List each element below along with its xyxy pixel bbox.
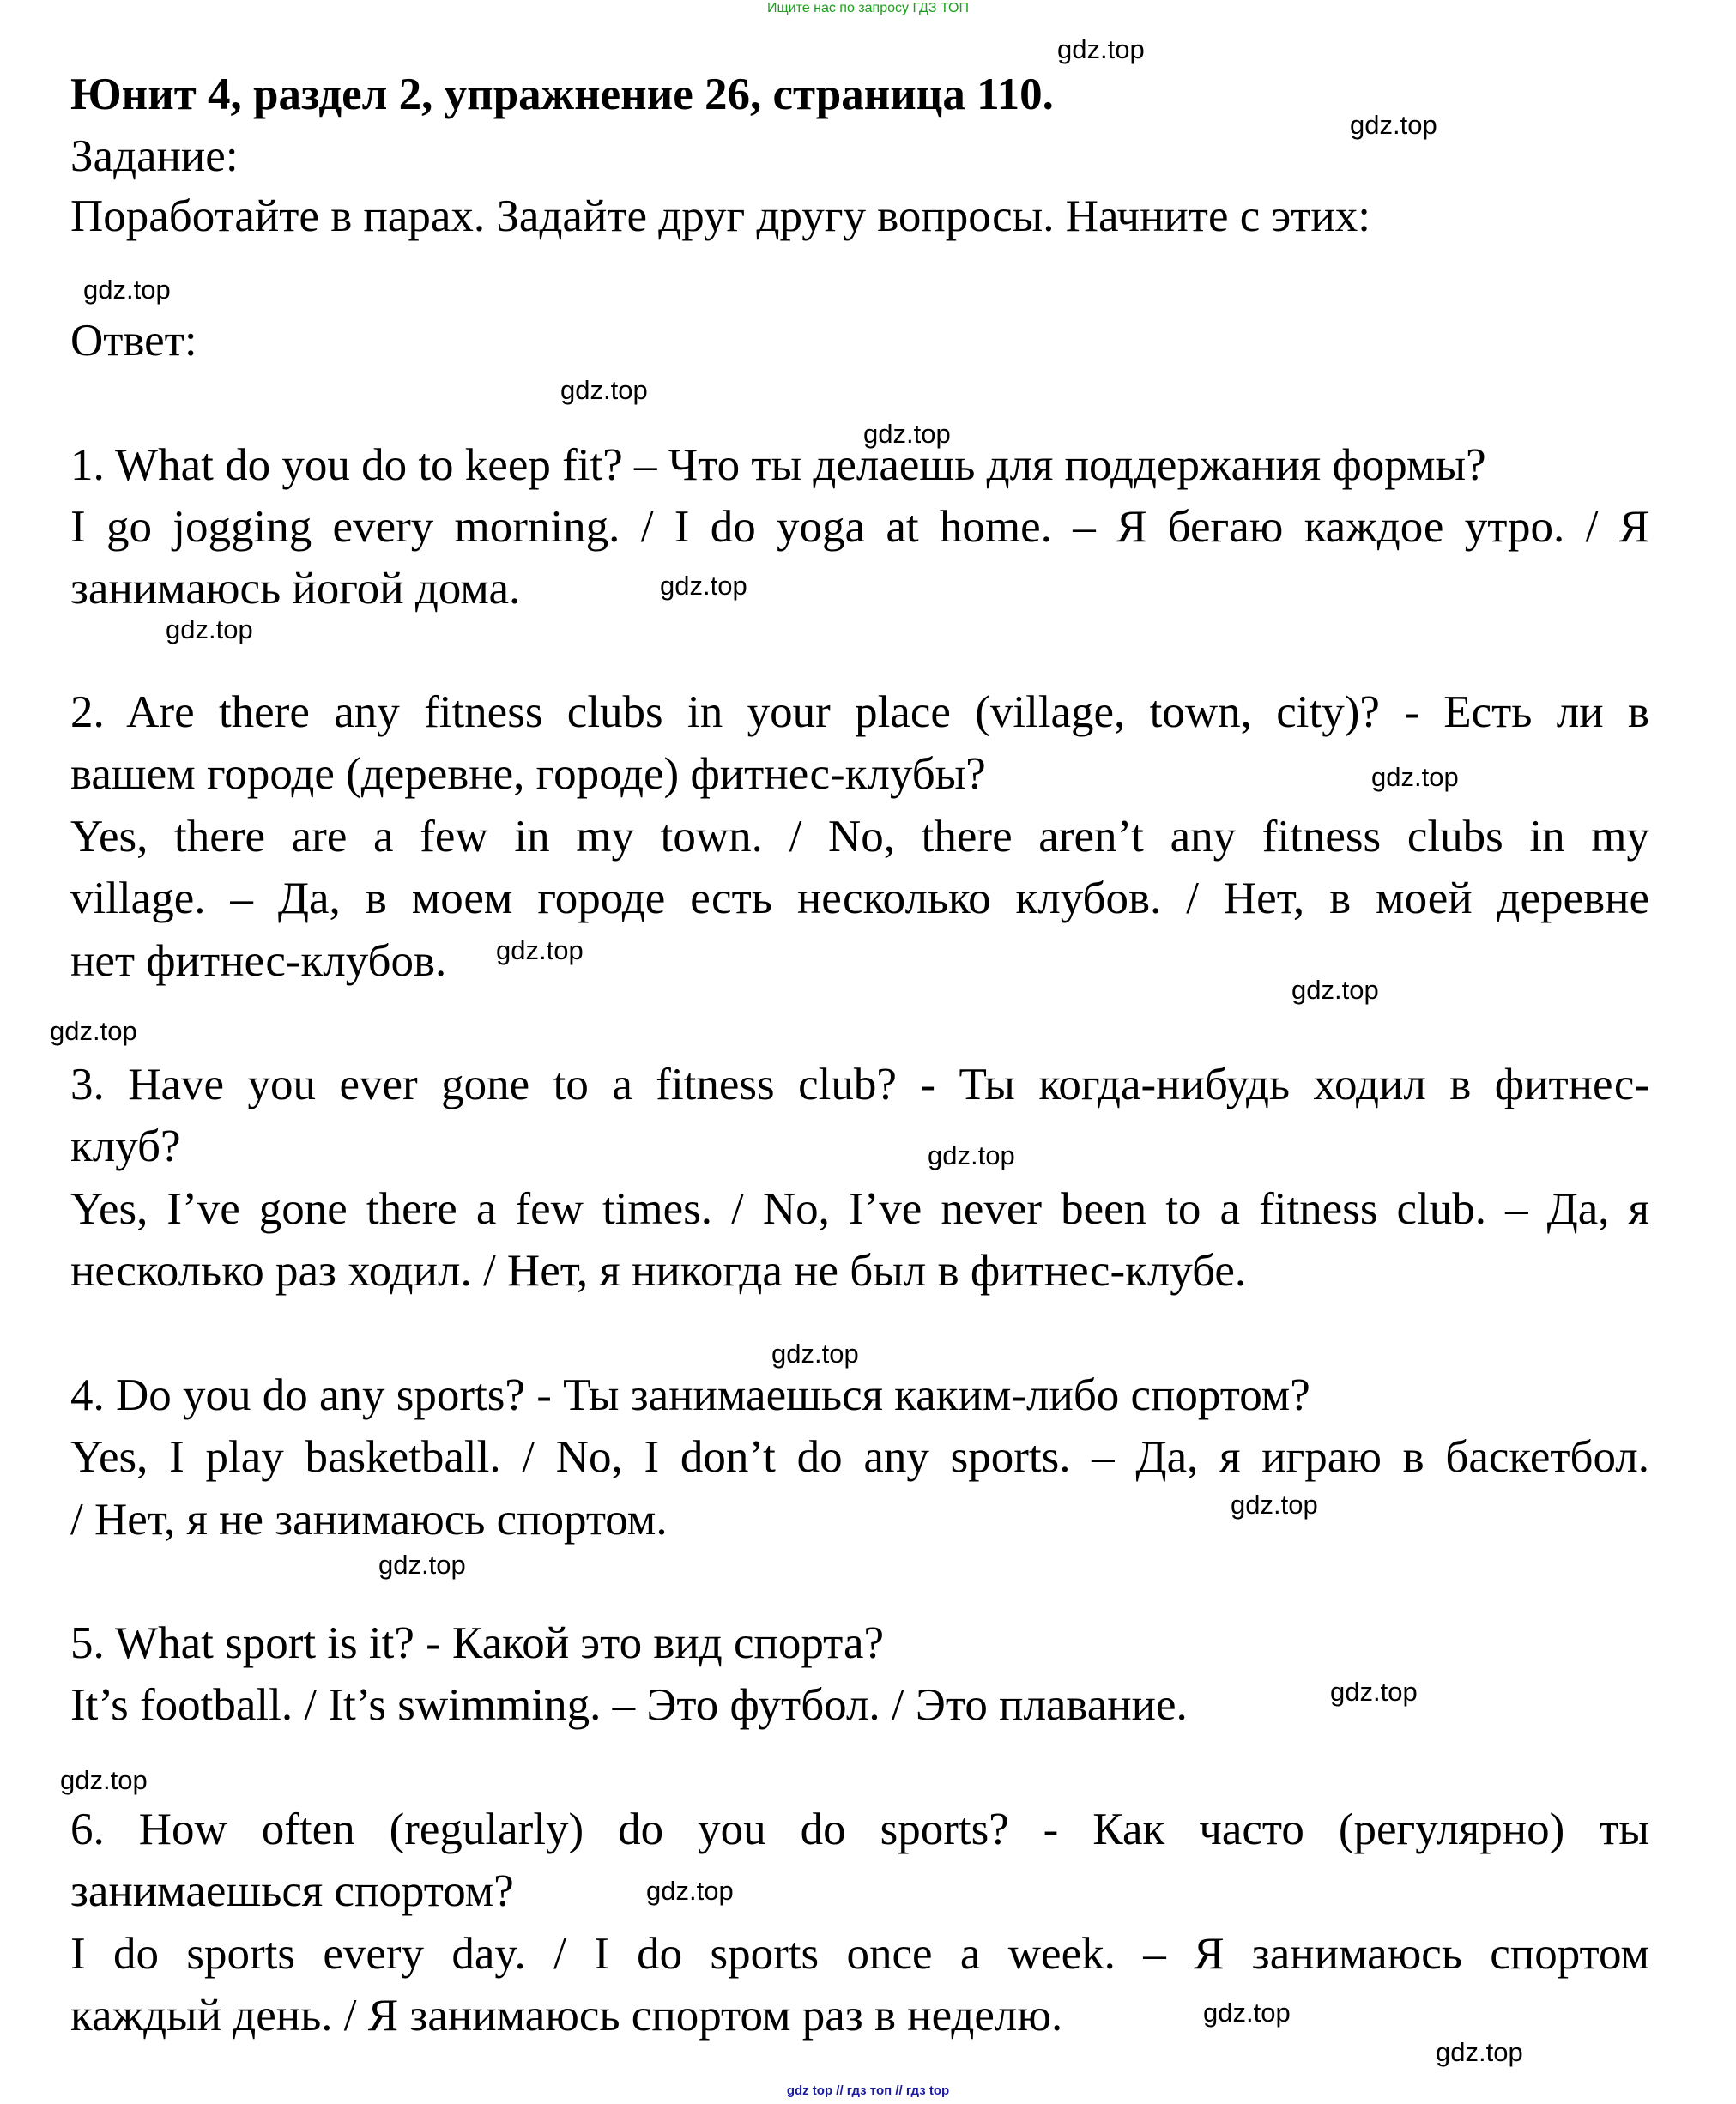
answer-line: занимаюсь йогой дома. bbox=[70, 564, 521, 614]
answer-line: village. – Да, в моем городе есть несколько клубов. / Нет, в моей деревне bbox=[70, 874, 1649, 923]
answer-label: Ответ: bbox=[70, 316, 197, 366]
watermark: gdz.top bbox=[1203, 1998, 1291, 2028]
task-label: Задание: bbox=[70, 131, 239, 181]
page-heading: Юнит 4, раздел 2, упражнение 26, страница 110. bbox=[70, 70, 1054, 119]
watermark: gdz.top bbox=[660, 571, 747, 601]
watermark: gdz.top bbox=[1291, 975, 1379, 1005]
answer-line: каждый день. / Я занимаюсь спортом раз в неделю. bbox=[70, 1991, 1063, 2041]
watermark: gdz.top bbox=[646, 1876, 734, 1906]
answer-line: клуб? bbox=[70, 1122, 181, 1171]
task-text: Поработайте в парах. Задайте друг другу вопросы. Начните с этих: bbox=[70, 191, 1371, 241]
answer-line: / Нет, я не занимаюсь спортом. bbox=[70, 1495, 668, 1545]
answer-line: 4. Do you do any sports? - Ты занимаешься каким-либо спортом? bbox=[70, 1370, 1310, 1420]
answer-line: 3. Have you ever gone to a fitness club? - Ты когда-нибудь ходил в фитнес- bbox=[70, 1060, 1649, 1109]
answer-line: 5. What sport is it? - Какой это вид спорта? bbox=[70, 1618, 884, 1668]
watermark: gdz.top bbox=[863, 419, 951, 449]
top-banner: Ищите нас по запросу ГДЗ ТОП bbox=[767, 1, 969, 15]
watermark: gdz.top bbox=[1231, 1490, 1318, 1520]
watermark: gdz.top bbox=[1057, 34, 1145, 64]
watermark: gdz.top bbox=[378, 1550, 466, 1580]
watermark: gdz.top bbox=[1436, 2037, 1523, 2067]
answer-line: несколько раз ходил. / Нет, я никогда не был в фитнес-клубе. bbox=[70, 1246, 1247, 1296]
answer-line: Yes, there are a few in my town. / No, there aren’t any fitness clubs in my bbox=[70, 812, 1649, 862]
watermark: gdz.top bbox=[560, 375, 648, 405]
watermark: gdz.top bbox=[166, 614, 253, 644]
answer-line: 1. What do you do to keep fit? – Что ты делаешь для поддержания формы? bbox=[70, 440, 1486, 490]
watermark: gdz.top bbox=[771, 1339, 859, 1369]
watermark: gdz.top bbox=[1371, 762, 1459, 792]
answer-line: I do sports every day. / I do sports once a week. – Я занимаюсь спортом bbox=[70, 1929, 1649, 1979]
answer-line: занимаешься спортом? bbox=[70, 1866, 514, 1916]
watermark: gdz.top bbox=[50, 1016, 137, 1046]
watermark: gdz.top bbox=[496, 935, 584, 965]
answer-line: I go jogging every morning. / I do yoga at home. – Я бегаю каждое утро. / Я bbox=[70, 502, 1649, 552]
answer-line: вашем городе (деревне, городе) фитнес-клубы? bbox=[70, 749, 986, 799]
answer-line: 6. How often (regularly) do you do sports? - Как часто (регулярно) ты bbox=[70, 1805, 1649, 1854]
answer-line: Yes, I play basketball. / No, I don’t do any sports. – Да, я играю в баскетбол. bbox=[70, 1432, 1649, 1482]
answer-line: 2. Are there any fitness clubs in your place (village, town, city)? - Есть ли в bbox=[70, 687, 1649, 737]
answer-line: It’s football. / It’s swimming. – Это футбол. / Это плавание. bbox=[70, 1680, 1188, 1730]
watermark: gdz.top bbox=[1350, 110, 1437, 140]
answer-line: нет фитнес-клубов. bbox=[70, 936, 447, 986]
watermark: gdz.top bbox=[60, 1765, 148, 1795]
bottom-banner: gdz top // гдз топ // гдз top bbox=[786, 2083, 950, 2098]
watermark: gdz.top bbox=[83, 275, 171, 305]
watermark: gdz.top bbox=[928, 1140, 1015, 1170]
answer-line: Yes, I’ve gone there a few times. / No, I’ve never been to a fitness club. – Да, я bbox=[70, 1184, 1649, 1234]
watermark: gdz.top bbox=[1330, 1677, 1418, 1707]
